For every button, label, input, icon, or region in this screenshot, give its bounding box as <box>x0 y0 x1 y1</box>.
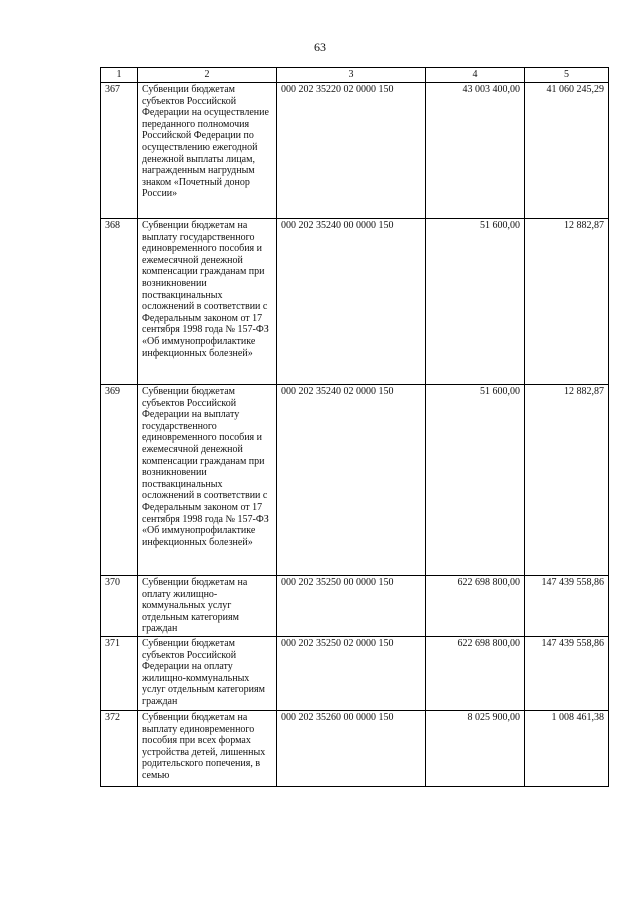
row-value-5: 1 008 461,38 <box>525 711 609 787</box>
row-number: 370 <box>101 576 138 637</box>
page-number: 63 <box>314 40 326 54</box>
row-value-5: 147 439 558,86 <box>525 576 609 637</box>
row-name: Субвенции бюджетам субъектов Российской Федерации на выплату государственного единовременного пособия и ежемесячной денежной компенсации гражданам при возникновении поствакцинальных осложнений в соответствии с Федеральным законом от 17 сентября 1998 года № 157-ФЗ «Об иммунопрофилактике инфекционных болезней» <box>138 385 277 576</box>
table-row <box>101 83 609 219</box>
row-name: Субвенции бюджетам субъектов Российской Федерации на оплату жилищно-коммунальных услуг отдельным категориям граждан <box>138 637 277 711</box>
row-code: 000 202 35240 00 0000 150 <box>277 219 426 385</box>
table-row <box>101 385 609 576</box>
row-value-4: 43 003 400,00 <box>426 83 525 219</box>
row-value-4: 51 600,00 <box>426 219 525 385</box>
row-name: Субвенции бюджетам на выплату единовременного пособия при всех формах устройства детей, лишенных родительского попечения, в семью <box>138 711 277 787</box>
row-code: 000 202 35240 02 0000 150 <box>277 385 426 576</box>
row-code: 000 202 35250 00 0000 150 <box>277 576 426 637</box>
table-row <box>101 711 609 787</box>
row-number: 372 <box>101 711 138 787</box>
table-row <box>101 576 609 637</box>
row-value-5: 41 060 245,29 <box>525 83 609 219</box>
header-col-5: 5 <box>525 68 609 83</box>
header-col-3: 3 <box>277 68 426 83</box>
row-value-4: 622 698 800,00 <box>426 576 525 637</box>
header-col-4: 4 <box>426 68 525 83</box>
row-code: 000 202 35220 02 0000 150 <box>277 83 426 219</box>
table-row <box>101 637 609 711</box>
row-number: 367 <box>101 83 138 219</box>
row-value-5: 12 882,87 <box>525 385 609 576</box>
row-number: 368 <box>101 219 138 385</box>
row-value-4: 622 698 800,00 <box>426 637 525 711</box>
row-code: 000 202 35260 00 0000 150 <box>277 711 426 787</box>
row-value-4: 51 600,00 <box>426 385 525 576</box>
table-row <box>101 219 609 385</box>
row-name: Субвенции бюджетам на оплату жилищно-коммунальных услуг отдельным категориям граждан <box>138 576 277 637</box>
row-value-5: 147 439 558,86 <box>525 637 609 711</box>
table-header-row <box>101 68 609 83</box>
header-col-1: 1 <box>101 68 138 83</box>
row-name: Субвенции бюджетам на выплату государственного единовременного пособия и ежемесячной денежной компенсации гражданам при возникновении поствакцинальных осложнений в соответствии с Федеральным законом от 17 сентября 1998 года № 157-ФЗ «Об иммунопрофилактике инфекционных болезней» <box>138 219 277 385</box>
header-col-2: 2 <box>138 68 277 83</box>
row-number: 371 <box>101 637 138 711</box>
row-value-4: 8 025 900,00 <box>426 711 525 787</box>
row-code: 000 202 35250 02 0000 150 <box>277 637 426 711</box>
row-number: 369 <box>101 385 138 576</box>
row-value-5: 12 882,87 <box>525 219 609 385</box>
row-name: Субвенции бюджетам субъектов Российской Федерации на осуществление переданного полномочия Российской Федерации по осуществлению ежегодной денежной выплаты лицам, награжденным нагрудным знаком «Почетный донор России» <box>138 83 277 219</box>
budget-table <box>100 67 609 787</box>
